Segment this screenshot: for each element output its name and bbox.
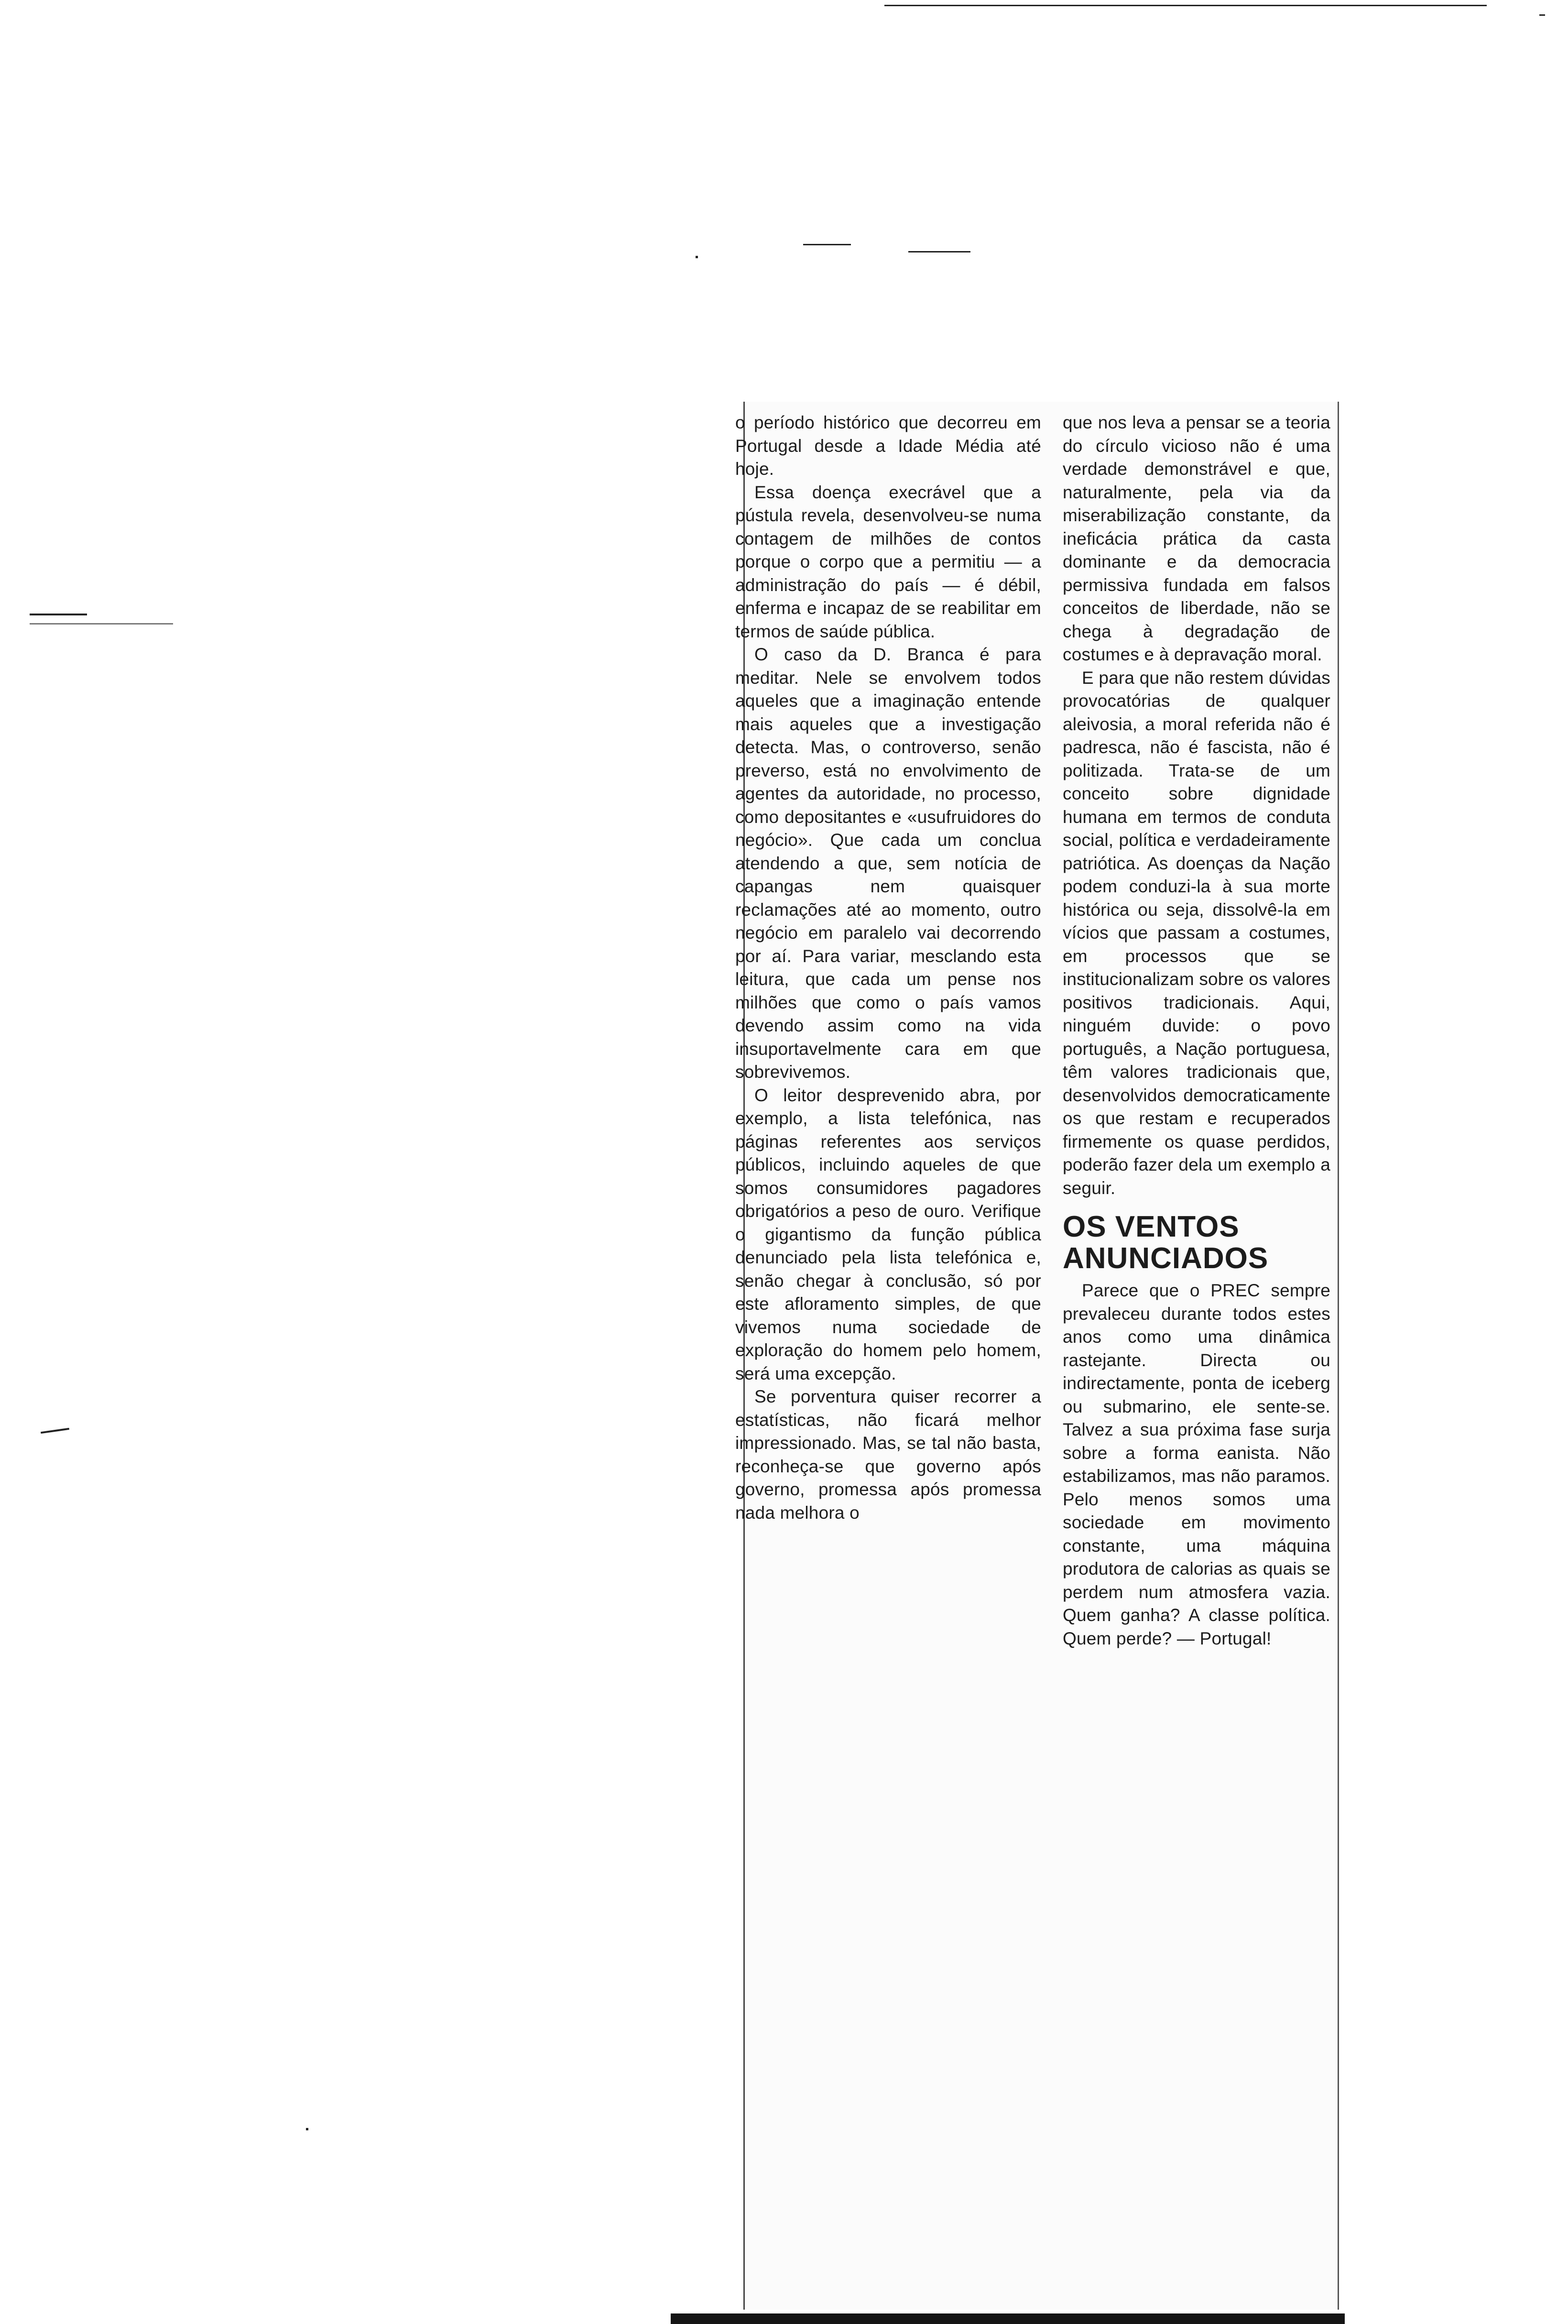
scan-mark-left-3 <box>41 1428 69 1434</box>
paragraph: O leitor desprevenido abra, por exemplo, a lista telefónica, nas páginas referentes aos serviços públicos, incluindo aqueles de que somos consumidores pagadores obrigatórios a peso de ouro. Verifique o gigantismo da função pública denunciado pela lista telefónica e, senão chegar à conclusão, só por este afloramento simples, de que vivemos numa sociedade de exploração do homem pelo homem, será uma excepção. <box>735 1085 1041 1383</box>
clipping-bottom-rule <box>671 2313 1345 2324</box>
scan-line-top <box>884 5 1487 6</box>
paragraph: E para que não restem dúvidas provocatórias de qualquer aleivosia, a moral referida não é padresca, não é fascista, não é politizada. Trata-se de um conceito sobre dignidade humana em termos de conduta social, política e verdadeiramente patriótica. As doenças da Nação podem conduzi-la à sua morte histórica ou seja, dissolvê-la em vícios que passam a costumes, em processos que se institucionalizam sobre os valores positivos tradicionais. Aqui, ninguém duvide: o povo português, a Nação portuguesa, têm valores tradicionais que, desenvolvidos democraticamente os que restam e recuperados firmemente os quase perdidos, poderão fazer dela um exemplo a seguir. <box>1063 668 1331 1198</box>
scan-dash-2 <box>908 251 970 252</box>
section-heading: OS VENTOS ANUNCIADOS <box>1063 1210 1269 1275</box>
paragraph: Se porventura quiser recorrer a estatísticas, não ficará melhor impressionado. Mas, se tal não basta, reconheça-se que governo após governo, promessa após promessa nada melhora o <box>735 1387 1041 1523</box>
paragraph: Parece que o PREC sempre prevaleceu durante todos estes anos como uma dinâmica rastejante. Directa ou indirectamente, ponta de iceberg ou submarino, ele sente-se. Talvez a sua próxima fase surja sobre a forma eanista. Não estabilizamos, mas não paramos. Pelo menos somos uma sociedade em movimento constante, uma máquina produtora de calorias as quais se perdem num atmosfera vazia. Quem ganha? A classe política. Quem perde? — Portugal! <box>1063 1281 1330 1648</box>
paragraph: Essa doença execrável que a pústula revela, desenvolveu-se numa contagem de milhões de contos porque o corpo que a permitiu — a administração do país — é débil, enferma e incapaz de se reabilitar em termos de saúde pública. <box>735 482 1041 641</box>
scan-mark-left-1 <box>30 614 87 615</box>
scan-mark-top-right <box>1539 14 1545 16</box>
text-column-left <box>735 411 1041 1524</box>
scan-dash-1 <box>803 244 851 245</box>
paragraph: que nos leva a pensar se a teoria do círculo vicioso não é uma verdade demonstrável e que, naturalmente, pela via da miserabilização constante, da ineficácia prática da casta dominante e da democracia permissiva fundada em falsos conceitos de liberdade, não se chega à degradação de costumes e à depravação moral. <box>1063 413 1330 664</box>
scan-dot-1 <box>696 256 698 258</box>
scan-dot-2 <box>306 2128 308 2130</box>
scan-mark-left-2 <box>30 623 173 625</box>
paragraph: o período histórico que decorreu em Portugal desde a Idade Média até hoje. <box>735 413 1041 479</box>
text-column-right <box>1063 411 1330 1650</box>
paragraph: O caso da D. Branca é para meditar. Nele se envolvem todos aqueles que a imaginação entende mais aqueles que a investigação detecta. Mas, o controverso, senão preverso, está no envolvimento de agentes da autoridade, no processo, como depositantes e «usufruidores do negócio». Que cada um conclua atendendo a que, sem notícia de capangas nem quaisquer reclamações até ao momento, outro negócio em paralelo vai decorrendo por aí. Para variar, mesclando esta leitura, que cada um pense nos milhões que como o país vamos devendo assim como na vida insuportavelmente cara em que sobrevivemos. <box>735 645 1041 1082</box>
newspaper-clipping <box>735 402 1339 2310</box>
